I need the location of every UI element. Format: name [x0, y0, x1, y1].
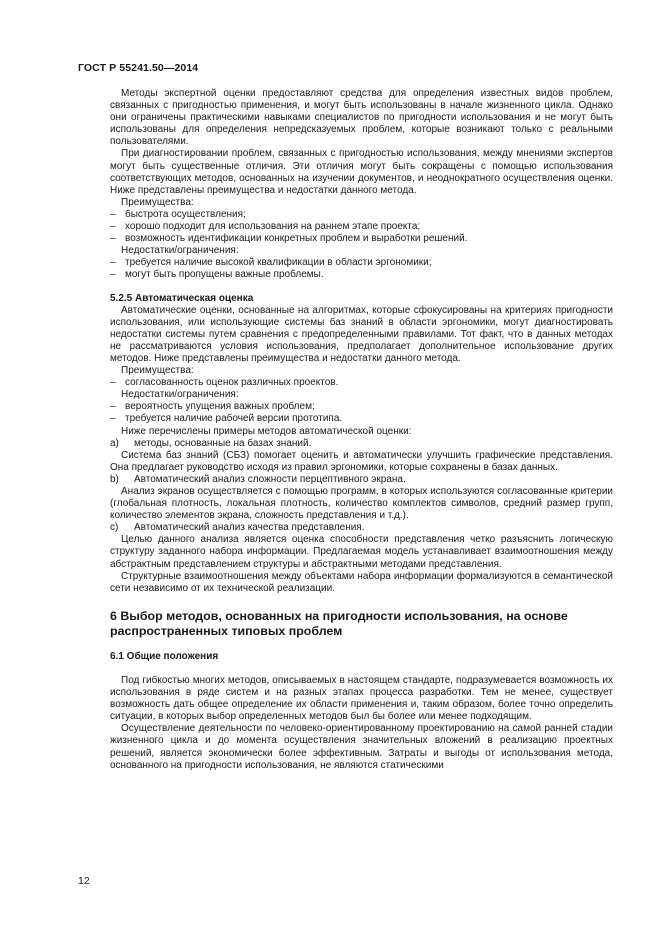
- page-content: [110, 88, 613, 772]
- list-dash: –: [110, 257, 116, 269]
- list-dash: –: [110, 269, 116, 281]
- list-dash: –: [110, 221, 116, 233]
- list-item: – вероятность упущения важных проблем;: [110, 401, 315, 413]
- list-dash: –: [110, 401, 116, 413]
- paragraph: Методы экспертной оценки предоставляют средства для определения известных видов проблем, связанных с пригодностью применения, и могут быть использованы в начале жизненного цикла. Однако они ограничены практическими навыками специалистов по пригодности использования и не могут быть использованы для определения непредсказуемых проблем, которые возникают только с реальными пользователями.: [110, 88, 613, 148]
- paragraph: Система баз знаний (СБЗ) помогает оценить и автоматически улучшить графические представления. Она предлагает руководство исходя из правил эргономики, которые сохранены в базах данных.: [110, 449, 613, 473]
- list-item: – быстрота осуществления;: [110, 208, 246, 220]
- chapter-heading-6: 6 Выбор методов, основанных на пригодности использования, на основе распространенных типовых проблем: [110, 608, 568, 638]
- list-dash: –: [110, 233, 116, 245]
- disadvantages-label: Недостатки/ограничения:: [121, 389, 239, 401]
- list-dash: –: [110, 377, 116, 389]
- document-header: ГОСТ Р 55241.50—2014: [78, 62, 199, 74]
- list-item: – требуется наличие высокой квалификации в области эргономики;: [110, 257, 432, 269]
- paragraph: Анализ экранов осуществляется с помощью программ, в которых используются согласованные критерии (глобальная плотность, локальная плотность, количество комплектов символов, средний размер групп, количество элементов экрана, сложность представления и т.д.).: [110, 486, 613, 522]
- list-dash: –: [110, 208, 116, 220]
- page-number: 12: [78, 875, 90, 887]
- paragraph: Под гибкостью многих методов, описываемых в настоящем стандарте, подразумевается возможность их использования в ряде систем и на разных этапах процесса разработки. Тем не менее, существует возможность дать общее определение их области применения и, таким образом, более точно определить ситуации, в которых выбор определенных методов был бы более или менее подходящим.: [110, 674, 613, 723]
- paragraph: Ниже перечислены примеры методов автоматической оценки:: [121, 425, 412, 437]
- list-dash: –: [110, 413, 116, 425]
- list-item: – требуется наличие рабочей версии прототипа.: [110, 413, 343, 425]
- paragraph: Структурные взаимоотношения между объектами набора информации формализуются в семантической сети независимо от их технической реализации.: [110, 570, 613, 594]
- enumerated-item: c) Автоматический анализ качества представления.: [110, 522, 365, 534]
- paragraph: При диагностировании проблем, связанных с пригодностью использования, между мнениями экспертов могут быть существенные отличия. Эти отличия могут быть сокращены с помощью использования соответствующих методов, основанных на изучении документов, и неоднократного осуществления оценки. Ниже представлены преимущества и недостатки данного метода.: [110, 148, 613, 196]
- list-item: – хорошо подходит для использования на раннем этапе проекта;: [110, 221, 421, 233]
- section-heading-6-1: 6.1 Общие положения: [110, 650, 219, 662]
- paragraph: Осуществление деятельности по человеко-ориентированному проектированию на самой ранней стадии жизненного цикла и до момента осуществления значительных вложений в реализацию проектных решений, является экономически более эффективным. Затраты и выгоды от использования метода, основанного на пригодности использования, не являются статическими: [110, 723, 613, 771]
- disadvantages-label: Недостатки/ограничения:: [121, 245, 239, 257]
- enumerated-item: b) Автоматический анализ сложности перцептивного экрана.: [110, 473, 406, 485]
- enumerated-item: a) методы, основанные на базах знаний.: [110, 437, 312, 449]
- paragraph: Целью данного анализа является оценка способности представления четко разъяснить логическую структуру заданного набора информации. Предлагаемая модель устанавливает взаимоотношения между абстрактным представлением структуры и абстрактными методами представления.: [110, 534, 613, 570]
- advantages-label: Преимущества:: [121, 365, 194, 377]
- list-item: – могут быть пропущены важные проблемы.: [110, 269, 324, 281]
- paragraph: Автоматические оценки, основанные на алгоритмах, которые сфокусированы на критериях пригодности использования, или использующие системы баз знаний в области эргономики, могут диагностировать недостатки системы путем сравнения с предопределенными правилами. Тот факт, что в данных методах не рассматриваются условия использования, предполагает дополнительное использование других методов. Ниже представлены преимущества и недостатки данного метода.: [110, 304, 613, 364]
- advantages-label: Преимущества:: [121, 196, 194, 208]
- list-item: – возможность идентификации конкретных проблем и выработки решений.: [110, 233, 468, 245]
- list-item: – согласованность оценок различных проектов.: [110, 377, 339, 389]
- section-heading-5-2-5: 5.2.5 Автоматическая оценка: [110, 292, 254, 304]
